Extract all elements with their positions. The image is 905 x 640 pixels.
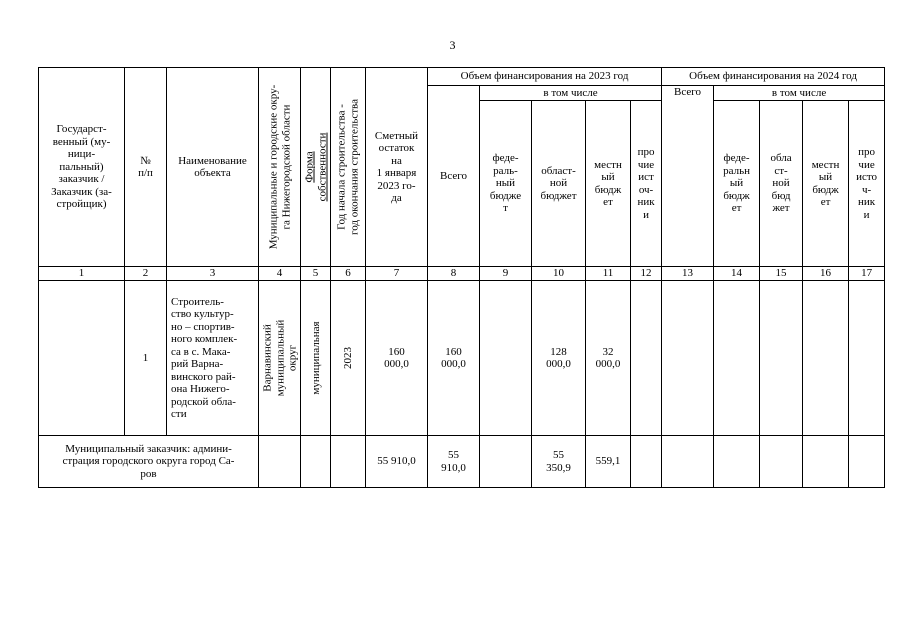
- header-total-2023: Всего: [428, 86, 480, 267]
- row1-year: 2023: [331, 281, 366, 436]
- row2-total-2024: [662, 436, 714, 488]
- header-funding-2023: Объем финансирования на 2023 год: [428, 68, 662, 86]
- header-total-2024: Всего: [662, 86, 714, 267]
- column-number: 11: [586, 267, 631, 281]
- row1-total-2023: 160 000,0: [428, 281, 480, 436]
- row2-regional-2023: 55 350,9: [532, 436, 586, 488]
- row2-estimate: 55 910,0: [366, 436, 428, 488]
- header-other-2023: про чие ист оч- ник и: [631, 101, 662, 267]
- row1-municipality: Варнавинский муниципальный округ: [259, 281, 301, 436]
- table-row: [39, 281, 885, 436]
- row1-total-2024: [662, 281, 714, 436]
- row1-federal-2024: [714, 281, 760, 436]
- table-row: [39, 436, 885, 488]
- header-other-2024: про чие исто ч- ник и: [849, 101, 885, 267]
- row1-other-2024: [849, 281, 885, 436]
- row1-federal-2023: [480, 281, 532, 436]
- header-num: № п/п: [125, 68, 167, 267]
- column-number: 9: [480, 267, 532, 281]
- column-number: 13: [662, 267, 714, 281]
- row2-local-2023: 559,1: [586, 436, 631, 488]
- row1-local-2023: 32 000,0: [586, 281, 631, 436]
- row1-regional-2024: [760, 281, 803, 436]
- column-number: 14: [714, 267, 760, 281]
- column-number: 12: [631, 267, 662, 281]
- header-regional-2023: област- ной бюджет: [532, 101, 586, 267]
- header-customer: Государст- венный (му- ници- пальный) заказчик / Заказчик (за- стройщик): [39, 68, 125, 267]
- header-including-2024: в том числе: [714, 86, 885, 101]
- row2-local-2024: [803, 436, 849, 488]
- row1-local-2024: [803, 281, 849, 436]
- row2-municipality: [259, 436, 301, 488]
- page-number: 3: [449, 38, 456, 52]
- row1-regional-2023: 128 000,0: [532, 281, 586, 436]
- column-number: 8: [428, 267, 480, 281]
- row1-other-2023: [631, 281, 662, 436]
- column-number: 15: [760, 267, 803, 281]
- row2-total-2023: 55 910,0: [428, 436, 480, 488]
- row2-federal-2023: [480, 436, 532, 488]
- row2-other-2023: [631, 436, 662, 488]
- header-federal-2023: феде- раль- ный бюдже т: [480, 101, 532, 267]
- header-including-2023: в том числе: [480, 86, 662, 101]
- header-funding-2024: Объем финансирования на 2024 год: [662, 68, 885, 86]
- column-number: 17: [849, 267, 885, 281]
- column-number: 16: [803, 267, 849, 281]
- column-number: 4: [259, 267, 301, 281]
- header-estimate: Сметный остаток на 1 января 2023 го- да: [366, 68, 428, 267]
- column-number: 6: [331, 267, 366, 281]
- header-municipality: Муниципальные и городские окру- га Нижегородской области: [259, 68, 301, 267]
- row2-ownership: [301, 436, 331, 488]
- column-number: 3: [167, 267, 259, 281]
- financing-table: [38, 67, 885, 488]
- header-year: Год начала строительства - год окончания строительства: [331, 68, 366, 267]
- header-regional-2024: обла ст- ной бюд жет: [760, 101, 803, 267]
- header-object-name: Наименование объекта: [167, 68, 259, 267]
- column-number: 2: [125, 267, 167, 281]
- row2-other-2024: [849, 436, 885, 488]
- column-number: 10: [532, 267, 586, 281]
- header-ownership: Форма собственности: [301, 68, 331, 267]
- header-federal-2024: феде- ральн ый бюдж ет: [714, 101, 760, 267]
- row1-num: 1: [125, 281, 167, 436]
- column-number: 7: [366, 267, 428, 281]
- row1-ownership: муниципальная: [301, 281, 331, 436]
- column-number: 5: [301, 267, 331, 281]
- header-local-2023: местн ый бюдж ет: [586, 101, 631, 267]
- row2-customer: Муниципальный заказчик: админи- страция городского округа город Са- ров: [39, 436, 259, 488]
- row1-estimate: 160 000,0: [366, 281, 428, 436]
- column-number: 1: [39, 267, 125, 281]
- row1-object: Строитель- ство культур- но – спортив- ного комплек- са в с. Мака- рий Варна- винского рай- она Нижего- родской обла- сти: [167, 281, 259, 436]
- row2-federal-2024: [714, 436, 760, 488]
- row1-customer: [39, 281, 125, 436]
- row2-regional-2024: [760, 436, 803, 488]
- row2-year: [331, 436, 366, 488]
- header-local-2024: местн ый бюдж ет: [803, 101, 849, 267]
